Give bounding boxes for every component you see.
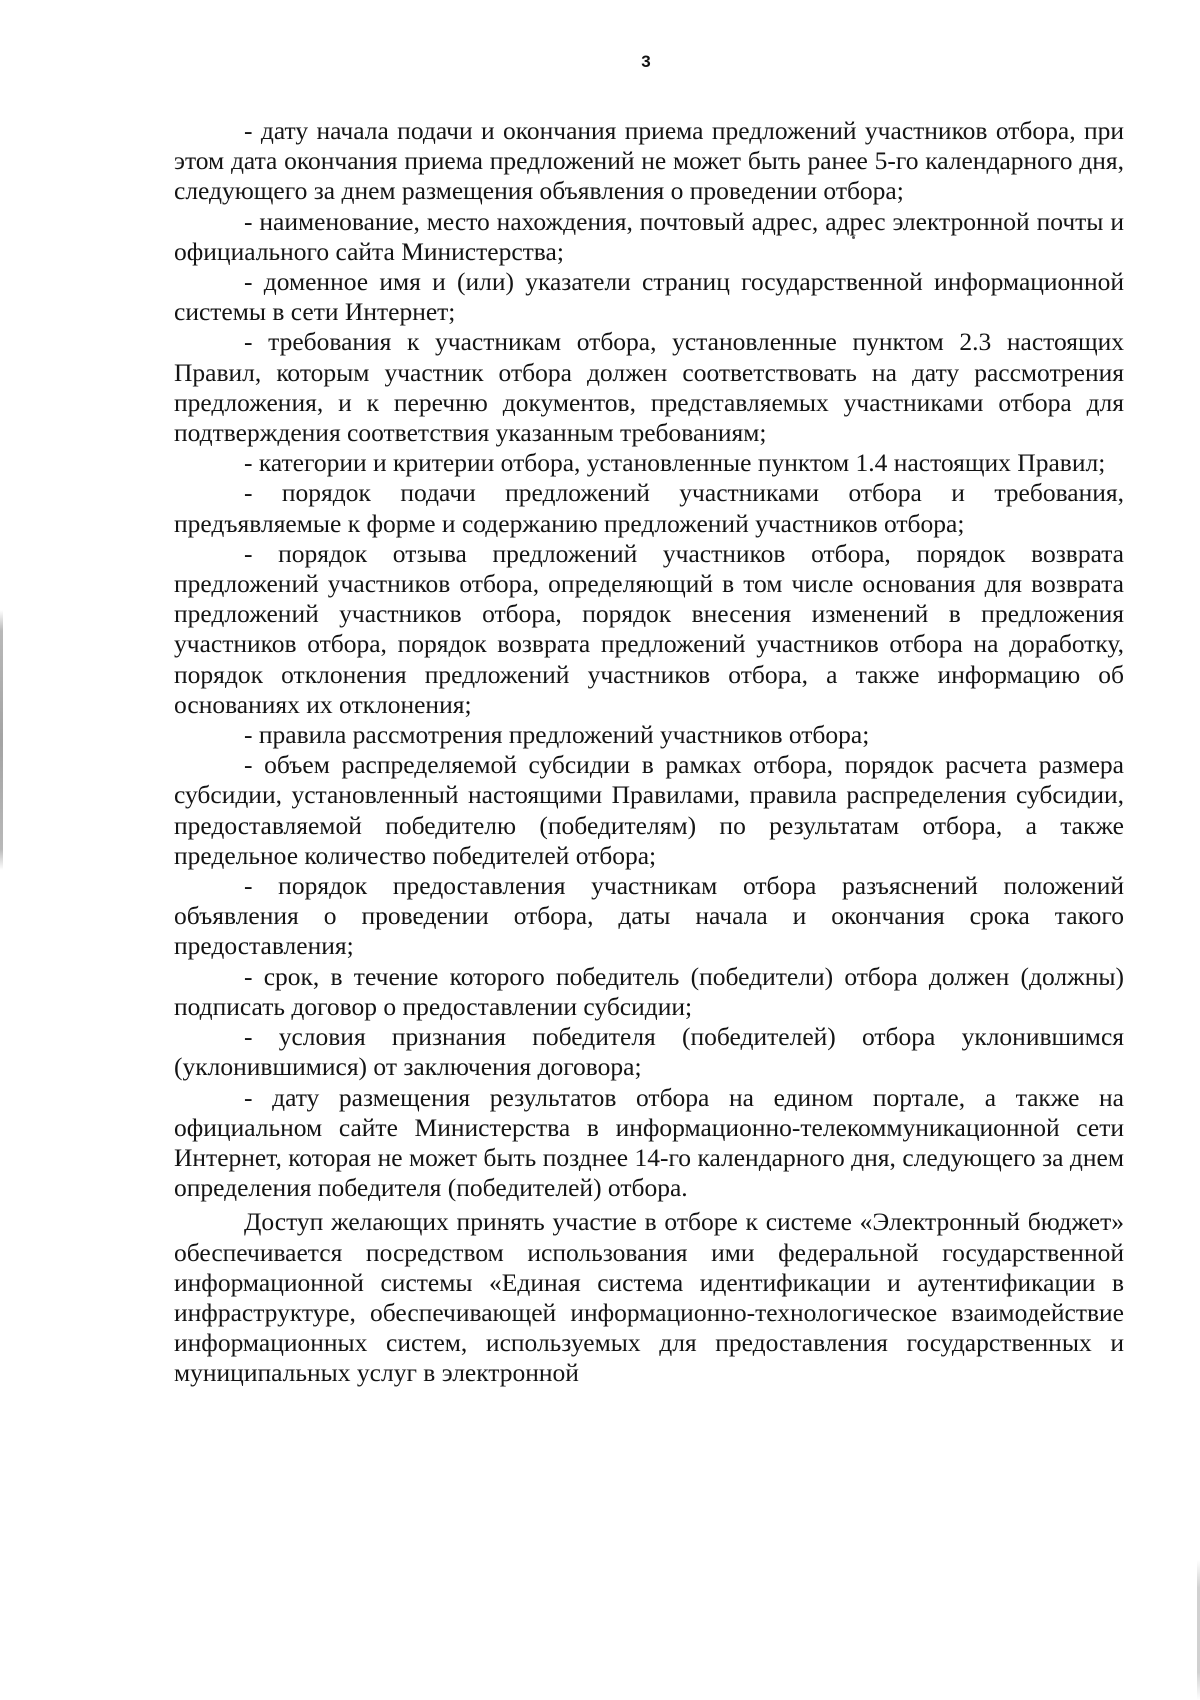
list-item-selection-criteria: - категории и критерии отбора, установленные пунктом 1.4 настоящих Правил; bbox=[244, 448, 1106, 478]
list-item-subsidy-volume: - объем распределяемой субсидии в рамках отбора, порядок расчета размера субсидии, установленный настоящими Правилами, правила распределения субсидии, предоставляемой победителю (победителям) по результатам отбора, а также предельное количество победителей отбора; bbox=[174, 750, 1124, 870]
list-item-withdrawal-procedure: - порядок отзыва предложений участников отбора, порядок возврата предложений участников отбора, определяющий в том числе основания для возврата предложений участников отбора, порядок внесения изменений в предложения участников отбора, порядок возврата предложений участников отбора на доработку, порядок отклонения предложений участников отбора, а также информацию об основаниях их отклонения; bbox=[174, 538, 1124, 719]
list-item-domain-name: - доменное имя и (или) указатели страниц государственной информационной системы в сети Интернет; bbox=[174, 267, 1124, 327]
paragraph-electronic-budget-access: Доступ желающих принять участие в отборе к системе «Электронный бюджет» обеспечивается посредством использования ими федеральной государственной информационной системы «Единая система идентификации и аутентификации в инфраструктуре, обеспечивающей информационно-технологическое взаимодействие информационных систем, используемых для предоставления государственных и муниципальных услуг в электронной bbox=[174, 1207, 1124, 1388]
list-item-review-rules: - правила рассмотрения предложений участников отбора; bbox=[244, 720, 870, 750]
list-item-results-publication: - дату размещения результатов отбора на едином портале, а также на официальном сайте Министерства в информационно-телекоммуникационной сети Интернет, которая не может быть позднее 14-го календарного дня, следующего за днем определения победителя (победителей) отбора. bbox=[174, 1082, 1124, 1203]
page-number: 3 bbox=[641, 52, 651, 71]
list-item-participant-requirements: - требования к участникам отбора, установленные пунктом 2.3 настоящих Правил, которым участник отбора должен соответствовать на дату рассмотрения предложения, и к перечню документов, представляемых участниками отбора для подтверждения соответствия указанным требованиям; bbox=[174, 327, 1124, 448]
list-item-ministry-contacts: - наименование, место нахождения, почтовый адрес, адрес электронной почты и официального сайта Министерства; bbox=[174, 206, 1124, 266]
list-item-clarifications: - порядок предоставления участникам отбора разъяснений положений объявления о проведении отбора, даты начала и окончания срока такого предоставления; bbox=[174, 871, 1124, 961]
list-item-contract-deadline: - срок, в течение которого победитель (победители) отбора должен (должны) подписать договор о предоставлении субсидии; bbox=[174, 961, 1124, 1021]
document-body bbox=[174, 116, 1124, 1389]
scan-edge-left bbox=[0, 610, 3, 870]
list-item-submission-dates: - дату начала подачи и окончания приема предложений участников отбора, при этом дата окончания приема предложений не может быть ранее 5-го календарного дня, следующего за днем размещения объявления о проведении отбора; bbox=[174, 116, 1124, 206]
list-item-evasion-conditions: - условия признания победителя (победителей) отбора уклонившимся (уклонившимися) от заключения договора; bbox=[174, 1022, 1124, 1082]
list-item-submission-procedure: - порядок подачи предложений участниками отбора и требования, предъявляемые к форме и содержанию предложений участников отбора; bbox=[174, 478, 1124, 538]
